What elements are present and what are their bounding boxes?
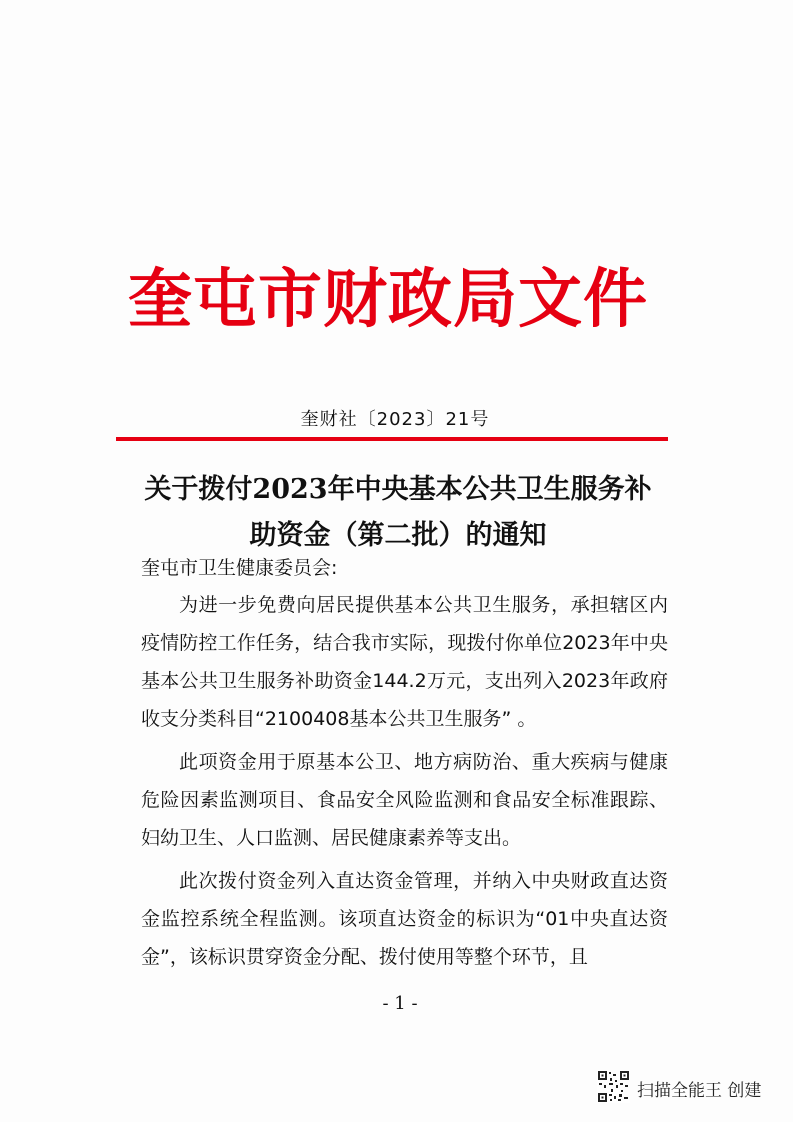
notice-title-line-2: 助资金（第二批）的通知 — [249, 520, 547, 551]
document-header-title: 奎屯市财政局文件 — [128, 262, 648, 337]
body-paragraph-2: 此项资金用于原基本公卫、地方病防治、重大疾病与健康危险因素监测项目、食品安全风险监测和食品安全标准跟踪、妇幼卫生、人口监测、居民健康素养等支出。 — [141, 751, 668, 849]
qr-code-icon — [597, 1070, 630, 1103]
page-number: - 1 - — [382, 993, 418, 1014]
body-paragraph-1: 为进一步免费向居民提供基本公共卫生服务，承担辖区内疫情防控工作任务，结合我市实际，现拨付你单位2023年中央基本公共卫生服务补助资金144.2万元，支出列入2023年政府收支分类科目“2100408基本公共卫生服务” 。 — [141, 594, 668, 730]
red-divider-line — [116, 437, 668, 441]
notice-body — [141, 586, 668, 981]
notice-title — [118, 467, 678, 559]
notice-title-line-1: 关于拨付2023年中央基本公共卫生服务补 — [144, 474, 652, 505]
body-paragraph-3: 此次拨付资金列入直达资金管理，并纳入中央财政直达资金监控系统全程监测。该项直达资金的标识为“01中央直达资金”，该标识贯穿资金分配、拨付使用等整个环节，且 — [141, 870, 668, 968]
scanner-watermark — [597, 1067, 782, 1107]
salutation: 奎屯市卫生健康委员会: — [141, 557, 338, 579]
scanner-credit-text: 扫描全能王 创建 — [637, 1081, 762, 1101]
document-number: 奎财社〔2023〕21号 — [300, 409, 490, 430]
